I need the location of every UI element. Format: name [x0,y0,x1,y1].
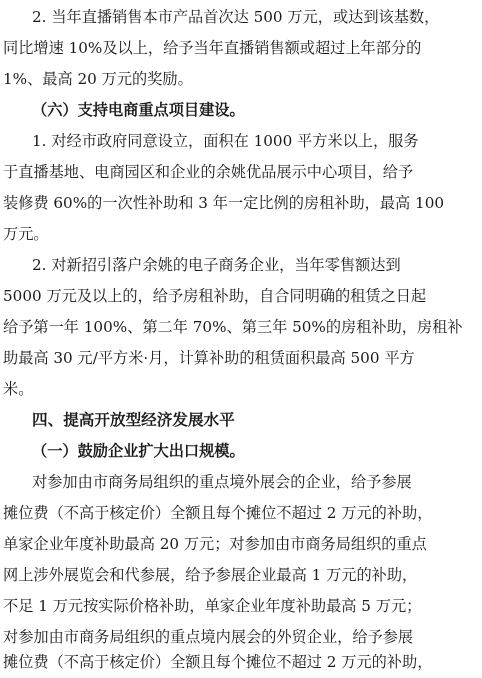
body-text-line: 助最高 30 元/平方米·月，计算补助的租赁面积最高 500 平方 [3,349,415,367]
section-subheading: （一）鼓励企业扩大出口规模。 [32,442,245,460]
body-text-line: 2. 对新招引落户余姚的电子商务企业，当年零售额达到 [32,256,401,274]
body-text-line: 对参加由市商务局组织的重点境外展会的企业，给予参展 [32,473,412,491]
body-text-line: 网上涉外展览会和代参展，给予参展企业最高 1 万元的补助， [3,566,418,584]
body-text-line: 万元。 [3,225,49,243]
body-text-line: 5000 万元及以上的，给予房租补助，自合同明确的租赁之日起 [3,287,427,305]
body-text-line: 摊位费（不高于核定价）全额且每个摊位不超过 2 万元的补助， [3,653,433,671]
body-text-line: 2. 当年直播销售本市产品首次达 500 万元，或达到该基数， [32,8,440,26]
body-text-line: 不足 1 万元按实际价格补助，单家企业年度补助最高 5 万元； [3,597,422,615]
body-text-line: 米。 [3,380,34,398]
body-text-line: 同比增速 10%及以上，给予当年直播销售额或超过上年部分的 [3,39,422,57]
section-heading: 四、提高开放型经济发展水平 [32,411,235,429]
section-subheading: （六）支持电商重点项目建设。 [32,101,245,119]
body-text-line: 对参加由市商务局组织的重点境内展会的外贸企业，给予参展 [3,628,414,646]
body-text-line: 给予第一年 100%、第二年 70%、第三年 50%的房租补助，房租补 [3,318,463,336]
body-text-line: 单家企业年度补助最高 20 万元；对参加由市商务局组织的重点 [3,535,427,553]
body-text-line: 1. 对经市政府同意设立，面积在 1000 平方米以上，服务 [32,132,419,150]
body-text-line: 装修费 60%的一次性补助和 3 年一定比例的房租补助，最高 100 [3,194,445,212]
body-text-line: 1%、最高 20 万元的奖励。 [3,70,193,88]
body-text-line: 摊位费（不高于核定价）全额且每个摊位不超过 2 万元的补助， [3,504,433,522]
body-text-line: 于直播基地、电商园区和企业的余姚优品展示中心项目，给予 [3,163,414,181]
